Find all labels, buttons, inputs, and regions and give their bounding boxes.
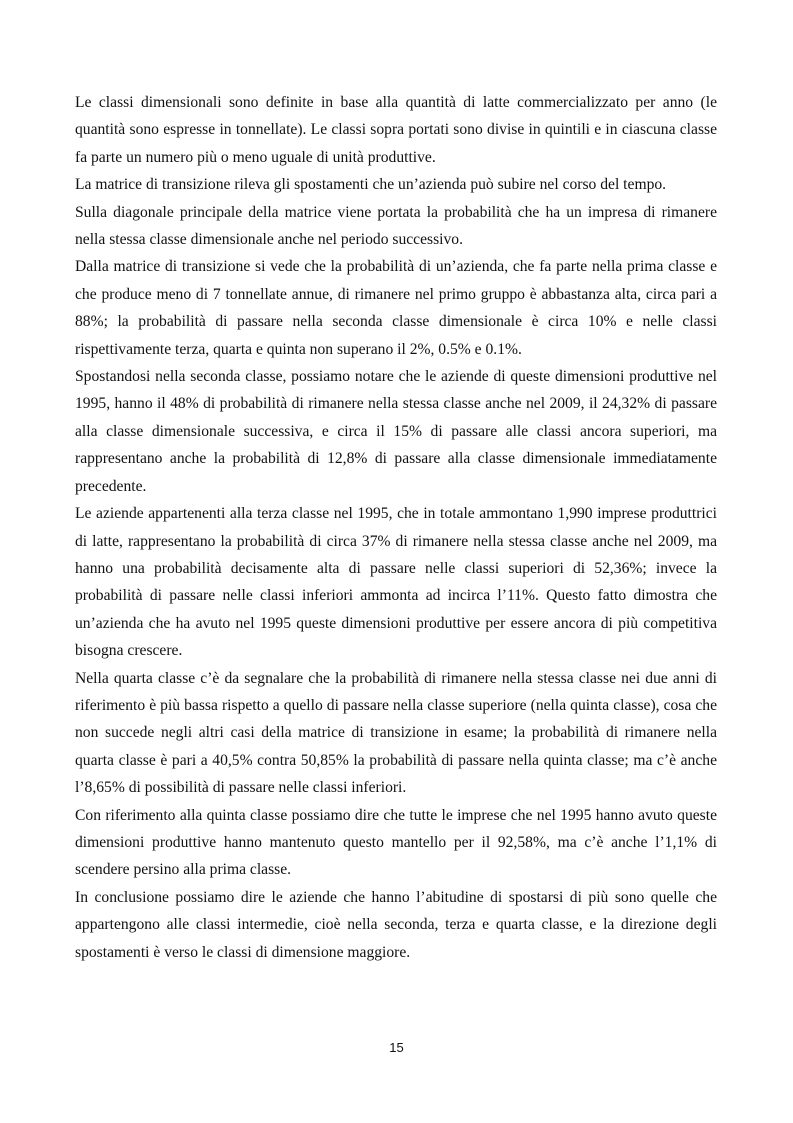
paragraph-6: Le aziende appartenenti alla terza classe nel 1995, che in totale ammontano 1,990 imprese produttrici di latte, rappresentano la probabilità di circa 37% di rimanere nella stessa classe anche nel 2009, ma hanno una probabilità decisamente alta di passare nelle classi superiori di 52,36%; invece la probabilità di passare nelle classi inferiori ammonta ad incirca l’11%. Questo fatto dimostra che un’azienda che ha avuto nel 1995 queste dimensioni produttive per essere ancora di più competitiva bisogna crescere. bbox=[75, 505, 717, 660]
paragraph-9: In conclusione possiamo dire le aziende che hanno l’abitudine di spostarsi di più sono quelle che appartengono alle classi intermedie, cioè nella seconda, terza e quarta classe, e la direzione degli spostamenti è verso le classi di dimensione maggiore. bbox=[75, 888, 717, 961]
paragraph-8: Con riferimento alla quinta classe possiamo dire che tutte le imprese che nel 1995 hanno avuto queste dimensioni produttive hanno mantenuto questo mantello per il 92,58%, ma c’è anche l’1,1% di scendere persino alla prima classe. bbox=[75, 806, 717, 879]
paragraph-2: La matrice di transizione rileva gli spostamenti che un’azienda può subire nel corso del tempo. bbox=[75, 176, 667, 194]
paragraph-4: Dalla matrice di transizione si vede che la probabilità di un’azienda, che fa parte nella prima classe e che produce meno di 7 tonnellate annue, di rimanere nel primo gruppo è abbastanza alta, circa pari a 88%; la probabilità di passare nella seconda classe dimensionale è circa 10% e nelle classi rispettivamente terza, quarta e quinta non superano il 2%, 0.5% e 0.1%. bbox=[75, 258, 717, 358]
paragraph-3: Sulla diagonale principale della matrice viene portata la probabilità che ha un impresa di rimanere nella stessa classe dimensionale anche nel periodo successivo. bbox=[75, 203, 717, 249]
paragraph-5: Spostandosi nella seconda classe, possiamo notare che le aziende di queste dimensioni produttive nel 1995, hanno il 48% di probabilità di rimanere nella stessa classe anche nel 2009, il 24,32% di passare alla classe dimensionale successiva, e circa il 15% di passare alle classi ancora superiori, ma rappresentano anche la probabilità di 12,8% di passare alla classe dimensionale immediatamente precedente. bbox=[75, 368, 717, 495]
paragraph-1: Le classi dimensionali sono definite in base alla quantità di latte commercializzato per anno (le quantità sono espresse in tonnellate). Le classi sopra portati sono divise in quintili e in ciascuna classe fa parte un numero più o meno uguale di unità produttive. bbox=[75, 94, 717, 166]
page-number: 15 bbox=[389, 1040, 404, 1055]
body-text bbox=[75, 89, 717, 966]
paragraph-7: Nella quarta classe c’è da segnalare che la probabilità di rimanere nella stessa classe nei due anni di riferimento è più bassa rispetto a quello di passare nella classe superiore (nella quinta classe), cosa che non succede negli altri casi della matrice di transizione in esame; la probabilità di rimanere nella quarta classe è pari a 40,5% contra 50,85% la probabilità di passare nella quinta classe; ma c’è anche l’8,65% di possibilità di passare nelle classi inferiori. bbox=[75, 669, 717, 797]
